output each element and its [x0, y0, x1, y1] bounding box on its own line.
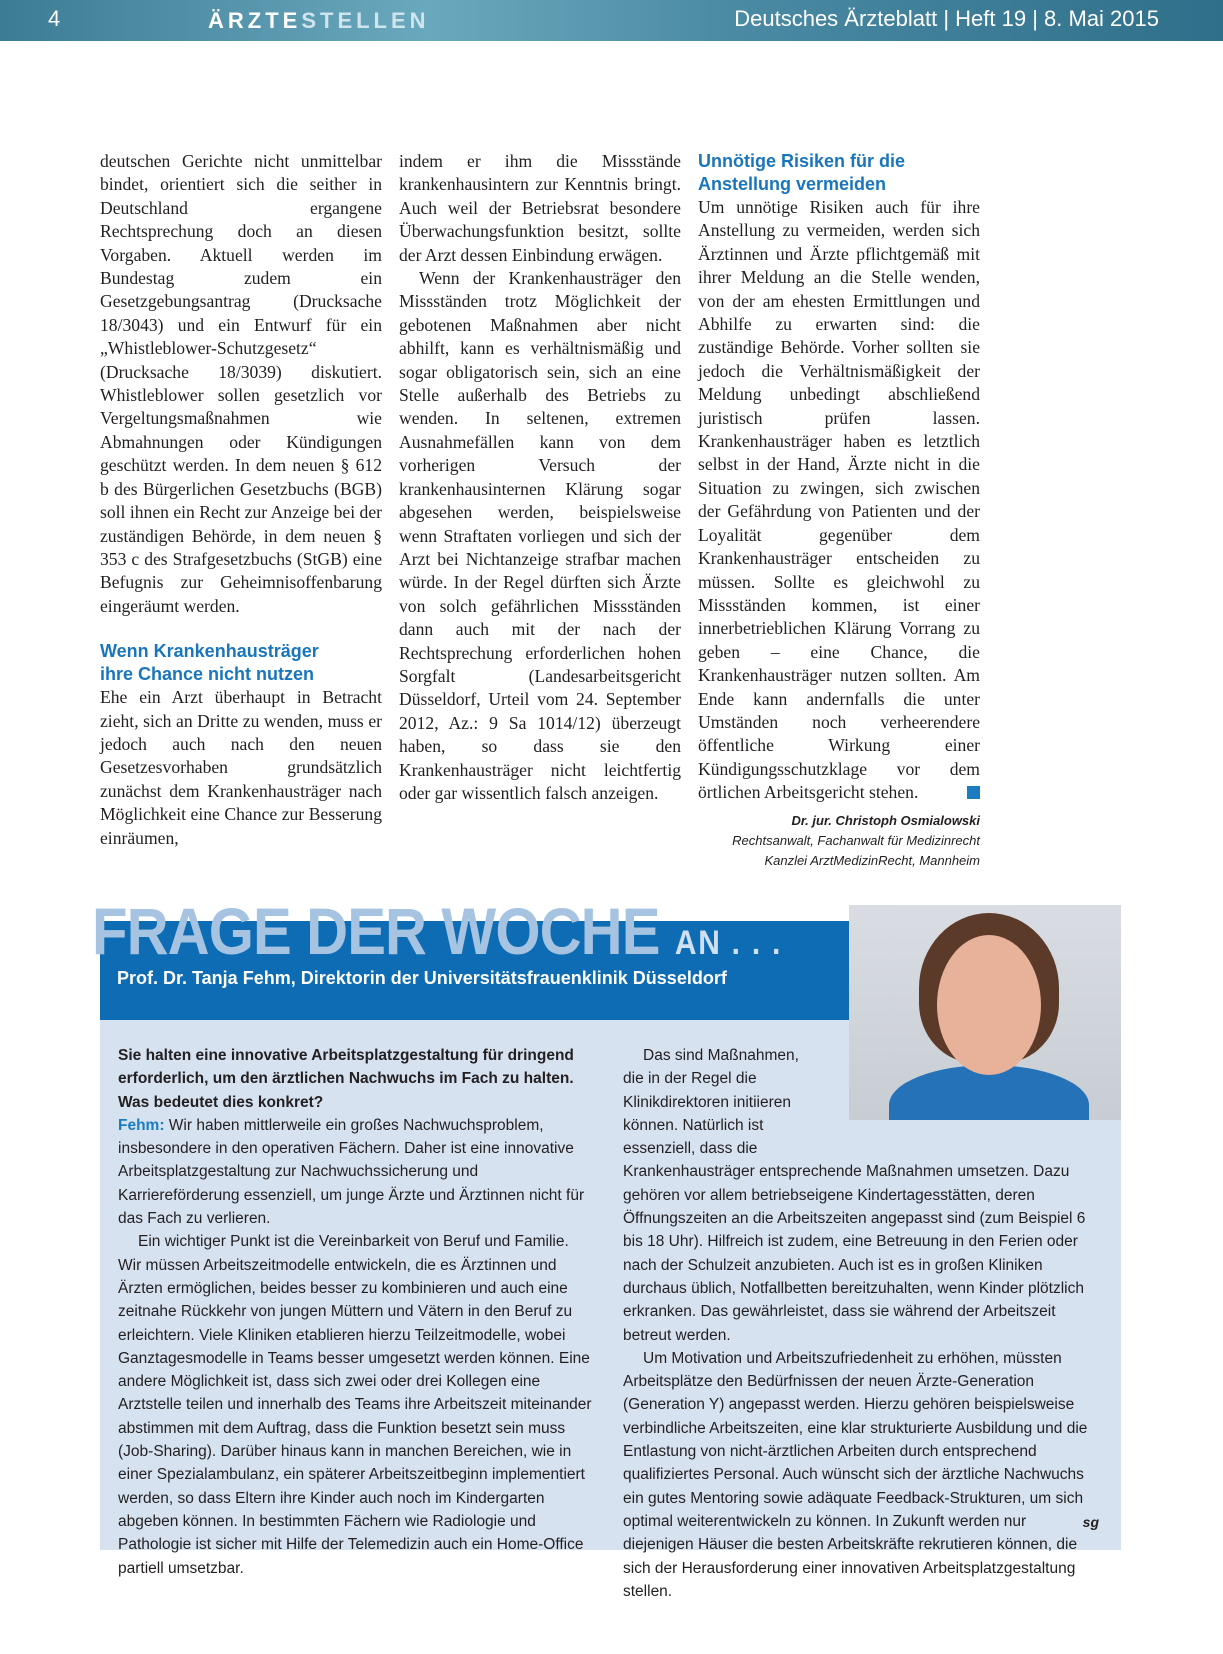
interview-answer: Das sind Maßnahmen, die in der Regel die Klinikdirektoren initiieren können. Natürlich ist essenziell, dass die [623, 1047, 799, 1158]
subheading-line: Unnötige Risiken für die [698, 151, 906, 171]
page-number: 4 [48, 6, 61, 31]
end-of-article-square-icon [967, 786, 980, 799]
section-title-b: STELLEN [301, 8, 430, 33]
interview-column-left [118, 1044, 596, 1580]
subheading-line: Anstellung vermeiden [698, 174, 887, 194]
section-title-a: ÄRZTE [208, 8, 302, 33]
article-paragraph [698, 196, 980, 805]
speaker-label: Fehm: [118, 1116, 165, 1134]
author-firm: Kanzlei ArztMedizinRecht, Mannheim [764, 852, 980, 868]
article-column-3 [698, 150, 980, 871]
interview-answer: Krankenhausträger entsprechende Maßnahmen umsetzen. Dazu gehören vor allem betriebseigene Kindertagesstätten, deren Öffnungszeiten an die Arbeitszeiten angepasst sind (zum Beispiel 6 bis 18 Uhr). Hilfreich ist zudem, eine Betreuung in den Ferien oder nach der Schulzeit anzubieten. Auch ist es in großen Kliniken durchaus üblich, Notfallbetten bereitzuhalten, wenn Kinder plötzlich erkranken. Das gewährleistet, dass sie während der Arbeitszeit betreut werden. [623, 1163, 1086, 1344]
feature-subtitle: Prof. Dr. Tanja Fehm, Direktorin der Universitätsfrauenklinik Düsseldorf [117, 968, 727, 988]
feature-title-main: FRAGE DER WOCHE [92, 894, 660, 968]
article-column-1 [100, 150, 382, 850]
subheading [100, 640, 382, 686]
article-paragraph: deutschen Gerichte nicht unmittelbar bindet, orientiert sich die seither in Deutschland ergangene Rechtsprechung doch an diesen Vorgaben. Aktuell werden im Bundestag zudem ein Gesetzgebungsantrag (Drucksache 18/3043) und ein Entwurf für ein „Whistleblower-Schutzgesetz“ (Drucksache 18/3039) diskutiert. Whistleblower sollen gesetzlich vor Vergeltungsmaßnahmen wie Abmahnungen oder Kündigungen geschützt werden. In dem neuen § 612 b des Bürgerlichen Gesetzbuchs (BGB) soll ihnen ein Recht zur Anzeige bei der zuständigen Behörde, in dem neuen § 353 c des Strafgesetzbuchs (StGB) eine Befugnis zur Geheimnisoffenbarung eingeräumt werden. [100, 151, 382, 616]
article-paragraph: Wenn der Krankenhausträger den Missständen trotz Möglichkeit der gebotenen Maßnahmen aber nicht abhilft, kann es verhältnismäßig und sogar obligatorisch sein, sich an eine Stelle außerhalb des Betriebs zu wenden. In seltenen, extremen Ausnahmefällen kann von dem vorherigen Versuch der krankenhausinternen Klärung sogar abgesehen werden, beispielsweise wenn Straftaten vorliegen und sich der Arzt bei Nichtanzeige strafbar machen würde. In der Regel dürften sich Ärzte von solch gefährlichen Missständen dann auch mit der nach der Rechtsprechung erforderlichen hohen Sorgfalt (Landesarbeitsgericht Düsseldorf, Urteil vom 24. September 2012, Az.: 9 Sa 1014/12) überzeugt haben, so dass sie den Krankenhausträger nicht leichtfertig oder gar wissentlich falsch anzeigen. [399, 268, 681, 803]
interview-column-right [623, 1044, 1101, 1603]
subheading [698, 150, 980, 196]
answer-text: Wir haben mittlerweile ein großes Nachwuchsproblem, insbesondere in den operativen Fächern. Daher ist eine innovative Arbeitsplatzgestaltung zur Nachwuchssicherung und Karriereförderung essenziell, um junge Ärzte und Ärztinnen nicht für das Fach zu verlieren. [118, 1116, 585, 1228]
page-header [0, 0, 1223, 41]
article-paragraph: Ehe ein Arzt überhaupt in Betracht zieht, sich an Dritte zu wenden, muss er jedoch auch nach den neuen Gesetzesvorhaben grundsätzlich zunächst dem Krankenhausträger nach Möglichkeit eine Chance zur Besserung einräumen, [100, 687, 382, 848]
article-column-2 [399, 150, 681, 805]
interview-answer: Ein wichtiger Punkt ist die Vereinbarkeit von Beruf und Familie. Wir müssen Arbeitszeitmodelle entwickeln, die es Ärztinnen und Ärzten ermöglichen, beides besser zu kombinieren und auch eine zeitnahe Rückkehr von jungen Müttern und Vätern in den Beruf zu erleichtern. Viele Kliniken etablieren hierzu Teilzeitmodelle, wobei Ganztagesmodelle in Teams besser umgesetzt werden können. Eine andere Möglichkeit ist, dass sich zwei oder drei Kollegen eine Arztstelle teilen und innerhalb des Teams ihre Arbeitszeit miteinander abstimmen mit dem Auftrag, dass die Funktion besetzt sein muss (Job-Sharing). Darüber hinaus kann in manchen Bereichen, wie in einer Spezialambulanz, ein späterer Arbeitszeitbeginn implementiert werden, so dass Eltern ihre Kinder auch noch im Kindergarten abgeben können. In bestimmten Fächern wie Radiologie und Pathologie ist sicher mit Hilfe der Telemedizin auch ein Home-Office partiell umsetzbar. [118, 1233, 592, 1577]
subheading-line: ihre Chance nicht nutzen [100, 664, 315, 685]
author-initials: sg [1082, 1514, 1099, 1530]
author-name: Dr. jur. Christoph Osmialowski [791, 812, 980, 828]
feature-title-suffix: AN . . . [674, 924, 783, 962]
publication-info: Deutsches Ärzteblatt | Heft 19 | 8. Mai 2015 [734, 6, 1159, 31]
author-signature [698, 811, 980, 871]
section-title [208, 8, 430, 34]
subheading-line: Wenn Krankenhausträger [100, 641, 319, 662]
interview-question: Sie halten eine innovative Arbeitsplatzgestaltung für dringend erforderlich, um den ärztlichen Nachwuchs im Fach zu halten. Was bedeutet dies konkret? [118, 1047, 574, 1111]
author-role: Rechtsanwalt, Fachanwalt für Medizinrecht [732, 832, 980, 848]
interview-answer: Um Motivation und Arbeitszufriedenheit zu erhöhen, müssten Arbeitsplätze den Bedürfnissen der neuen Ärzte-Generation (Generation Y) angepasst werden. Hierzu gehören beispielsweise verbindliche Arbeitszeiten, eine klar strukturierte Ausbildung und die Entlastung von nicht-ärztlichen Arbeiten durch entsprechend qualifiziertes Personal. Auch wünscht sich der ärztliche Nachwuchs ein gutes Mentoring sowie adäquate Feedback-Strukturen, um sich optimal weiterentwickeln zu können. In Zukunft werden nur diejenigen Häuser die besten Arbeitskräfte rekrutieren können, die sich der Herausforderung einer innovativen Arbeitsplatzgestaltung stellen. [623, 1349, 1088, 1600]
article-paragraph: indem er ihm die Missstände krankenhausintern zur Kenntnis bringt. Auch weil der Betriebsrat besondere Überwachungsfunktion besitzt, sollte der Arzt dessen Einbindung erwägen. [399, 151, 681, 265]
article-text: Um unnötige Risiken auch für ihre Anstellung zu vermeiden, werden sich Ärztinnen und Ärzte pflichtgemäß mit ihrer Meldung an die Stelle wenden, von der am ehesten Ermittlungen und Abhilfe zu erwarten sind: die zuständige Behörde. Vorher sollten sie jedoch die Verhältnismäßigkeit der Meldung unbedingt abschließend juristisch prüfen lassen. Krankenhausträger haben es letztlich selbst in der Hand, Ärzte nicht in die Situation zu zwingen, sich zwischen der Gefährdung von Patienten und der Loyalität gegenüber dem Krankenhausträger entscheiden zu müssen. Sollte es gleichwohl zu Missständen kommen, ist einer innerbetrieblichen Klärung Vorrang zu geben – eine Chance, die Krankenhausträger nutzen sollten. Am Ende kann andernfalls die unter Umständen noch verheerendere öffentliche Wirkung einer Kündigungsschutzklage vor dem örtlichen Arbeitsgericht stehen. [698, 197, 980, 803]
interview-answer [118, 1114, 596, 1230]
